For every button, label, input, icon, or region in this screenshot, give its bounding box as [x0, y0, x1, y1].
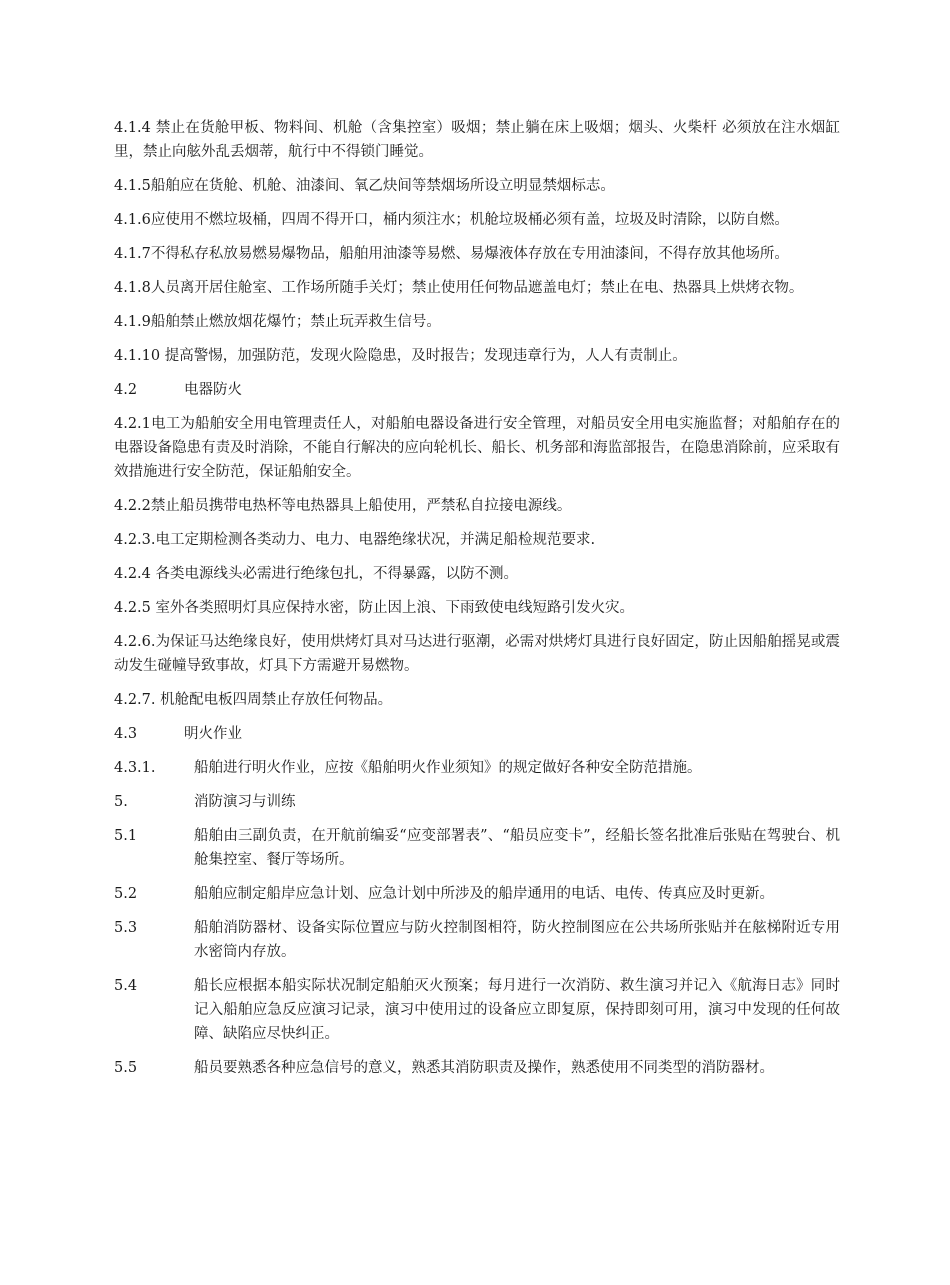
paragraph-4-1-8: 4.1.8人员离开居住舱室、工作场所随手关灯；禁止使用任何物品遮盖电灯；禁止在电、热器具上烘烤衣物。: [114, 280, 804, 296]
paragraph-4-1-10: 4.1.10 提高警惕，加强防范，发现火险隐患，及时报告；发现违章行为，人人有责制止。: [114, 348, 687, 364]
paragraph-4-2-4: 4.2.4 各类电源线头必需进行绝缘包扎，不得暴露，以防不测。: [114, 566, 519, 582]
paragraph-4-1-7: 4.1.7不得私存私放易燃易爆物品，船舶用油漆等易燃、易爆液体存放在专用油漆间，不得存放其他场所。: [114, 246, 789, 262]
section-heading-4-2: 4.2 电器防火: [114, 382, 242, 398]
paragraph-4-2-1: 4.2.1电工为船舶安全用电管理责任人，对船舶电器设备进行安全管理，对船员安全用电实施监督；对船舶存在的电器设备隐患有责及时消除，不能自行解决的应向轮机长、船长、机务部和海监部报告，在隐患消除前，应采取有效措施进行安全防范，保证船舶安全。: [114, 416, 840, 480]
document-page: [114, 116, 840, 1090]
paragraph-5-3: 5.3 船舶消防器材、设备实际位置应与防火控制图相符，防火控制图应在公共场所张贴并在舷梯附近专用水密筒内存放。: [114, 920, 840, 960]
section-heading-4-3: 4.3 明火作业: [114, 726, 242, 742]
paragraph-4-2-3: 4.2.3.电工定期检测各类动力、电力、电器绝缘状况，并满足船检规范要求.: [114, 532, 596, 548]
paragraph-4-1-4: 4.1.4 禁止在货舱甲板、物料间、机舱（含集控室）吸烟；禁止躺在床上吸烟；烟头、火柴杆 必须放在注水烟缸里，禁止向舷外乱丢烟蒂，航行中不得锁门睡觉。: [114, 120, 840, 160]
paragraph-5-4: 5.4 船长应根据本船实际状况制定船舶灭火预案；每月进行一次消防、救生演习并记入《航海日志》同时记入船舶应急反应演习记录，演习中使用过的设备应立即复原，保持即刻可用，演习中发现的任何故障、缺陷应尽快纠正。: [114, 978, 840, 1042]
paragraph-5-5: 5.5 船员要熟悉各种应急信号的意义，熟悉其消防职责及操作，熟悉使用不同类型的消防器材。: [114, 1060, 774, 1076]
paragraph-4-1-6: 4.1.6应使用不燃垃圾桶，四周不得开口，桶内须注水；机舱垃圾桶必须有盖，垃圾及时清除，以防自燃。: [114, 212, 789, 228]
paragraph-4-2-5: 4.2.5 室外各类照明灯具应保持水密，防止因上浪、下雨致使电线短路引发火灾。: [114, 600, 635, 616]
paragraph-4-1-5: 4.1.5船舶应在货舱、机舱、油漆间、氧乙炔间等禁烟场所设立明显禁烟标志。: [114, 178, 615, 194]
section-heading-5: 5. 消防演习与训练: [114, 794, 296, 810]
paragraph-5-2: 5.2 船舶应制定船岸应急计划、应急计划中所涉及的船岸通用的电话、电传、传真应及时更新。: [114, 886, 774, 902]
paragraph-5-1: 5.1 船舶由三副负责，在开航前编妥“应变部署表”、“船员应变卡”，经船长签名批准后张贴在驾驶台、机舱集控室、餐厅等场所。: [114, 828, 840, 868]
paragraph-4-3-1: 4.3.1. 船舶进行明火作业，应按《船舶明火作业须知》的规定做好各种安全防范措施。: [114, 760, 702, 776]
paragraph-4-2-6: 4.2.6.为保证马达绝缘良好，使用烘烤灯具对马达进行驱潮，必需对烘烤灯具进行良好固定，防止因船舶摇晃或震动发生碰幢导致事故，灯具下方需避开易燃物。: [114, 634, 840, 674]
paragraph-4-2-2: 4.2.2禁止船员携带电热杯等电热器具上船使用，严禁私自拉接电源线。: [114, 498, 572, 514]
paragraph-4-1-9: 4.1.9船舶禁止燃放烟花爆竹；禁止玩弄救生信号。: [114, 314, 441, 330]
paragraph-4-2-7: 4.2.7. 机舱配电板四周禁止存放任何物品。: [114, 692, 393, 708]
